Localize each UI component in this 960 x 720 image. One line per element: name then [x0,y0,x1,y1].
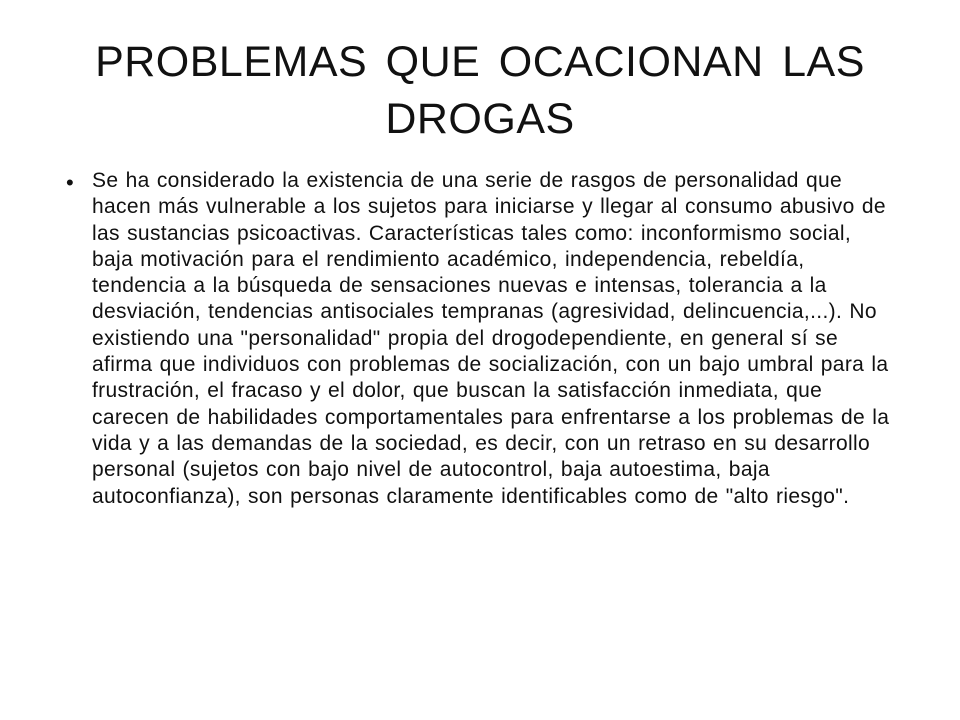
slide-content [66,168,896,510]
slide-title-line-2: DROGAS [385,95,575,143]
bullet-icon: • [66,170,74,195]
slide-title-line-1: PROBLEMAS QUE OCACIONAN LAS [95,38,865,86]
slide-title [66,34,894,148]
bullet-paragraph: Se ha considerado la existencia de una serie de rasgos de personalidad que hacen más vulnerable a los sujetos para iniciarse y llegar al consumo abusivo de las sustancias psicoactivas. Características tales como: inconformismo social, baja motivación para el rendimiento académico, independencia, rebeldía, tendencia a la búsqueda de sensaciones nuevas e intensas, tolerancia a la desviación, tendencias antisociales tempranas (agresividad, delincuencia,...). No existiendo una "personalidad" propia del drogodependiente, en general sí se afirma que individuos con problemas de socialización, con un bajo umbral para la frustración, el fracaso y el dolor, que buscan la satisfacción inmediata, que carecen de habilidades comportamentales para enfrentarse a los problemas de la vida y a las demandas de la sociedad, es decir, con un retraso en su desarrollo personal (sujetos con bajo nivel de autocontrol, baja autoestima, baja autoconfianza), son personas claramente identificables como de "alto riesgo". [92,169,890,508]
bullet-list [66,168,896,510]
bullet-item [66,168,896,510]
